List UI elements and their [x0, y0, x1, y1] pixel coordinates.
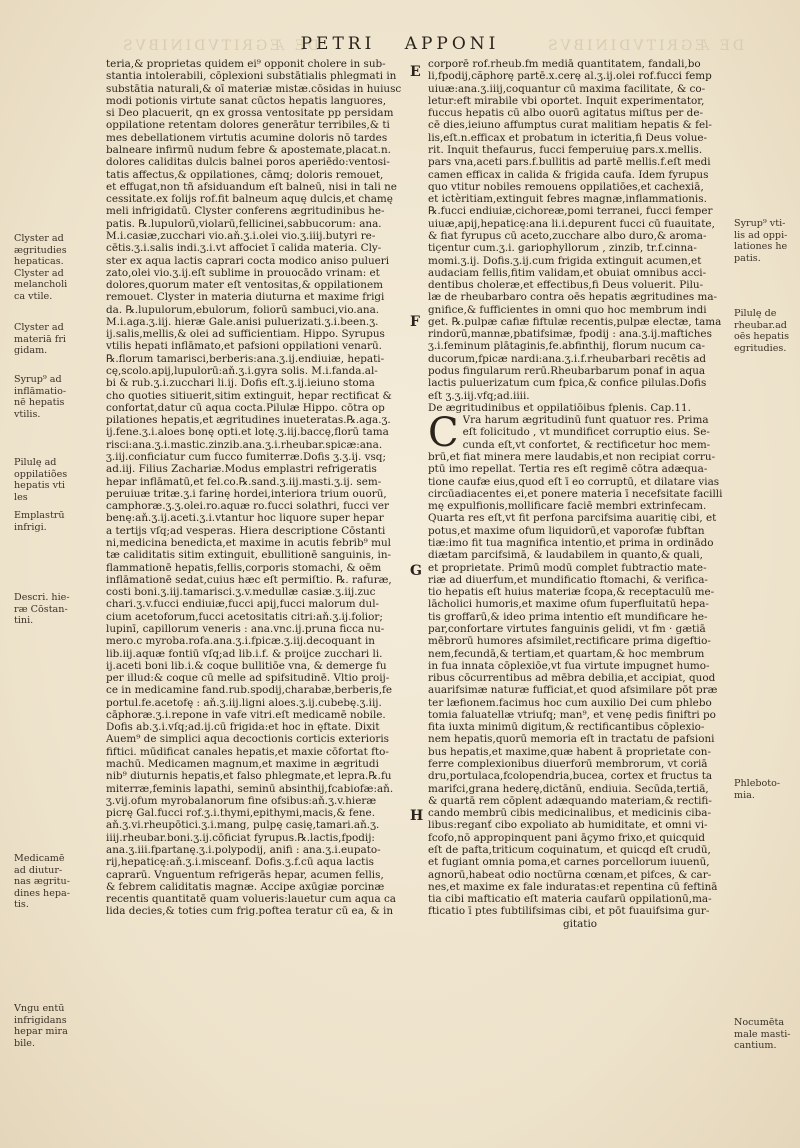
bleed-through-text: DE ÆGRITVDINIBVS — [120, 38, 320, 54]
text-line: cessitate.ex folijs rof.fit balneum aquę dulcis,et chamę — [106, 193, 393, 206]
text-line: brū,et fiat minera mere laudabis,et non recipiat corru- — [428, 451, 716, 463]
margin-note-right-2: Pilulę de rheubar.ad oēs hepatis egritudies. — [734, 308, 789, 354]
text-line: ducorum,fpicæ nardi:ana.ʒ.i.f.rheubarbari recētis ad — [428, 352, 707, 365]
text-line: marifci,grana hederę,dictānū, endiuia. Secūda,tertiā, — [428, 782, 709, 795]
text-line: ij.fene.ʒ.i.aloes bonę opti.et lotę.ʒ.iij.baccę,florū tama — [106, 426, 389, 439]
text-line: eſt de pafta,triticum coquinatum, et quicqd eſt crudū, — [428, 844, 711, 856]
text-line: recentis quantitatē quam volueris:lauetur cum aqua ca — [106, 893, 396, 906]
text-line: nes,et maxime ex fale induratas:et repentina cū feftinā — [428, 880, 718, 893]
text-line: si Deo placuerit, qn ex grossa ventositate pp persidam — [106, 107, 394, 120]
text-line: machū. Medicamen magnum,et maxime in ægritudi — [106, 758, 379, 771]
text-line: tio hepatis eſt huius materiæ fcopa,& receptaculū me- — [428, 586, 715, 599]
section-letter-e: E — [410, 64, 421, 80]
text-line: per illud:& coque cū melle ad spifsitudinē. Vltio proij- — [106, 672, 390, 685]
text-line: caprarū. Vnguentum refrigerās hepar, acumen fellis, — [106, 868, 384, 881]
text-line: ana.ʒ.iii.fpartanę.ʒ.i.polypodij, anifi : ana.ʒ.i.eupato- — [106, 844, 381, 856]
margin-note-left-2: Clyster ad materiā fri gidam. — [14, 322, 66, 357]
margin-note-left-4: Pilulę ad oppilatiões hepatis vti les — [14, 457, 68, 503]
text-line: Vra harum ægritudinū funt quatuor res. Prima — [462, 414, 709, 427]
text-line: lis,eſt.n.efficax et probatum in icteritia,fi Deus volue- — [428, 131, 708, 144]
text-line: camphoræ.ʒ.ʒ.olei.ro.aquæ ro.fucci solathri, fucci ver — [106, 500, 389, 513]
text-line: risci:ana.ʒ.i.mastic.zinzib.ana.ʒ.i.rheubar.spicæ:ana. — [106, 438, 383, 451]
text-line: riæ ad diuerfum,et mundificatio ftomachi, & verifica- — [428, 573, 708, 586]
text-line: eſt ʒ.ʒ.iij.vfq;ad.iiii. — [428, 389, 530, 402]
text-line: zato,olei vio.ʒ.ij.eſt sublime in prouocādo vrinam: et — [106, 266, 380, 279]
text-line: tione caufæ eius,quod eſt ī eo corruptū, et dilatare vias — [428, 475, 720, 488]
text-line: pars vna,aceti pars.f.bullitis ad partē mellis.f.eſt medi — [428, 156, 711, 169]
text-line: a tertijs vſq;ad vesperas. Hiera descriptione Cōstanti — [106, 524, 386, 537]
text-line: ad.iij. Filius Zachariæ.Modus emplastri refrigeratis — [106, 463, 377, 476]
margin-note-right-3: Phleboto- mia. — [734, 778, 781, 801]
text-line: iiij.rheubar.boni.ʒ.ij.cōficiat fyrupus.℞.lactis,fpodij: — [106, 831, 375, 844]
text-line: fuccus hepatis cū albo ouorū agitatus miſtus per de- — [428, 107, 703, 120]
text-line: et fugiant omnia poma,et carnes porcellorum iuuenū, — [428, 856, 710, 869]
text-line: & fiat fyrupus cū aceto,zucchare albo duro,& aroma- — [428, 229, 707, 242]
text-line: flammationē hepatis,fellis,corporis stomachi, & oēm — [106, 561, 382, 574]
text-line: aň.ʒ.vi.rheupōtici.ʒ.i.mang, pulpę casię,tamari.aň.ʒ. — [106, 819, 380, 832]
text-line: remouet. Clyster in materia diuturna et maxime frigi — [106, 291, 385, 304]
section-letter-f: F — [410, 314, 420, 330]
margin-note-left-7: Medicamē ad diutur- nas ægritu- dines hepa- tis. — [14, 853, 70, 911]
text-line: fita iuxta minimū digitum,& rectificantibus cōplexio- — [428, 721, 705, 734]
text-line: Quarta res eſt,vt fit perfona parcifsima auaritię cibi, et — [428, 512, 717, 525]
text-line: læ de rheubarbaro contra oēs hepatis ægritudines ma- — [428, 291, 718, 304]
text-line: fticatio ī ptes fubtilifsimas cibi, et pōt fuauifsima gur- — [428, 905, 710, 918]
text-line: get. ℞.pulpæ cafiæ fiftulæ recentis,pulpæ electæ, tama — [428, 315, 722, 328]
text-line: tiæ:imo fit tua magnifica intentio,et prima in ordinādo — [428, 536, 714, 549]
margin-note-right-1: Syrup⁹ vti- lis ad oppi- lationes he patis. — [734, 218, 788, 264]
text-line: potus,et maxime ofum liquidorū,et vaporofæ fubftan — [428, 524, 705, 537]
text-line: substātia naturali,& oī materiæ mistæ.cōsidas in huiusc — [106, 82, 402, 95]
section-letter-g: G — [410, 563, 422, 579]
text-line: benę:aň.ʒ.ij.aceti.ʒ.i.vtantur hoc liquore super hepar — [106, 512, 384, 525]
text-line: balneare infirmū nudum febre & apostemate,placat.n. — [106, 143, 391, 156]
text-line: et effugat,non tñ afsiduandum eſt balneū, nisi in tali ne — [106, 180, 397, 193]
text-line: gnifice,& fufficientes in omni quo hoc membrum indi — [428, 303, 707, 316]
text-line: mę expulfionis,mollificare faciē membri extrinfecam. — [428, 500, 707, 513]
text-line: momi.ʒ.ij. Dofis.ʒ.ij.cum frigida extinguit acumen,et — [428, 254, 702, 267]
text-line: uiuæ:ana.ʒ.iiij,coquantur cū maxima facilitate, & co- — [428, 82, 706, 95]
text-line: ij.salis,mellis,& olei ad sufficientiam. Hippo. Syrupus — [106, 328, 385, 341]
text-line: et proprietate. Primū modū complet fubtractio mate- — [428, 561, 707, 574]
text-line: lida decies,& toties cum frig.poftea teratur cū ea, & in — [106, 905, 394, 918]
text-line: ni,medicina benedicta,et maxime in acutis febrib⁹ mul — [106, 536, 391, 549]
right-text-part-a — [428, 58, 732, 402]
text-line: corporē rof.rheub.fm mediā quantitatem, fandali,bo — [428, 58, 701, 70]
text-line: Auem⁹ de simplici aqua decoctionis corticis exterioris — [106, 733, 389, 746]
margin-note-left-5: Emplastrū infrigi. — [14, 510, 65, 533]
text-line: stantia intolerabili, cōplexioni substātialis phlegmati in — [106, 70, 397, 83]
text-line: tis groffarū,& ideo prima intentio eſt mundificare he- — [428, 610, 708, 623]
text-line: uiuæ,apij,hepaticę:ana li.i.depurent fucci cū fuauitate, — [428, 217, 715, 230]
text-line: ribus cōcurrentibus ad mēbra debilia,et accipiat, quod — [428, 672, 716, 685]
text-line: costi boni.ʒ.iij.tamarisci.ʒ.v.medullæ casiæ.ʒ.iij.zuc — [106, 586, 376, 599]
drop-cap: C — [428, 410, 459, 457]
text-line: miterræ,feminis lapathi, seminū absinthij,fcabiofæ:aň. — [106, 782, 394, 795]
chapter-body — [428, 410, 732, 918]
text-line: tiçentur cum.ʒ.i. gariophyllorum , zinzib, tr.f.cinna- — [428, 242, 697, 255]
text-line: chari.ʒ.v.fucci endiuiæ,fucci apij,fucci malorum dul- — [106, 598, 380, 611]
text-line: bi & rub.ʒ.i.zucchari li.ij. Dofis eſt.ʒ.ij.ieiuno stoma — [106, 377, 375, 390]
text-line: teria,& proprietas quidem ei⁹ opponit cholere in sub- — [106, 58, 386, 70]
section-letter-h: H — [410, 808, 424, 824]
text-line: lācholici humoris,et maxime ofum fuperfluitatū hepa- — [428, 598, 709, 611]
margin-note-left-3: Syrup⁹ ad inflāmatio- nē hepatis vtilis. — [14, 374, 67, 420]
text-line: confortat,datur cū aqua cocta.Pilulæ Hippo. cōtra op — [106, 401, 385, 414]
text-line: & quartā rem cōplent adæquando materiam,& rectifi- — [428, 794, 712, 807]
text-line: ℞.fucci endiuiæ,cichoreæ,pomi terranei, fucci femper — [428, 205, 713, 218]
text-line: cando membrū cibis medicinalibus, et medicinis ciba- — [428, 807, 711, 820]
text-line: ʒ.iij.conficiatur cum fucco fumiterræ.Dofis ʒ.ʒ.ij. vsq; — [106, 451, 386, 463]
text-line: vtilis hepati inflāmato,et pafsioni oppilationi venarū. — [106, 340, 382, 353]
text-line: fcofo,nō appropinquent pani āçymo frixo,et quicquid — [428, 831, 706, 844]
text-line: cē dies,ieiuno affumptus curat malitiam hepatis & fel- — [428, 119, 712, 132]
text-line: podus fingularum rerū.Rheubarbarum ponaf in aqua — [428, 365, 706, 378]
text-line: peruiuæ tritæ.ʒ.i farinę hordei,interiora trium ouorū, — [106, 487, 387, 500]
text-line: cunda eſt,vt confortet, & rectificetur hoc mem- — [462, 438, 711, 451]
margin-note-left-6: Descri. hie- ræ Cōstan- tini. — [14, 592, 70, 627]
text-line: mes debellationem virtutis acumine doloris nō tardes — [106, 131, 388, 144]
text-line: dru,portulaca,fcolopendria,bucea, cortex et fructus ta — [428, 770, 713, 783]
text-line: et ictèritiam,extinguit febres magnæ,inflammationis. — [428, 193, 707, 206]
text-line: tomia faluatellæ vtriufq; man⁹, et venę pedis finiftri po — [428, 708, 716, 721]
text-line: auarifsimæ naturæ fufficiat,et quod afsimilare pōt præ — [428, 684, 718, 697]
running-header — [0, 34, 800, 54]
text-line: cium acetoforum,fucci acetositatis citri:aň.ʒ.ij.folior; — [106, 610, 383, 623]
text-line: rij,hepaticę:aň.ʒ.i.misceanf. Dofis.ʒ.f.cū aqua lactis — [106, 856, 375, 869]
text-line: ter læfionem.facimus hoc cum auxilio Dei cum phlebo — [428, 696, 712, 709]
text-line: rit. Inquit thefaurus, fucci femperuiuę pars.x.mellis. — [428, 143, 703, 156]
text-line: lactis puluerizatum cum fpica,& confice pilulas.Dofis — [428, 377, 707, 390]
text-line: par,confortare virtutes fanguinis gelidi, vt fm · gætiā — [428, 622, 706, 635]
text-line: tia cibi mafticatio eſt materia caufarū oppilationū,ma- — [428, 893, 712, 906]
text-line: nem,fecundā,& tertiam,et quartam,& hoc membrum — [428, 647, 705, 660]
text-line: oppilatione retentam dolores generātur terribiles,& ti — [106, 119, 390, 132]
right-text-part-b — [428, 410, 732, 918]
margin-note-left-8: Vngu entū infrigidans hepar mira bile. — [14, 1003, 68, 1049]
margin-note-left-1: Clyster ad ægritudies hepaticas. Clyster ad melancholi ca vtile. — [14, 233, 68, 302]
text-line: dolores caliditas dulcis balnei poros aperiēdo:ventosi- — [106, 156, 390, 169]
text-line: rindorū,mannæ,pbatifsimæ, fpodij : ana.ʒ.ij.maftiches — [428, 328, 712, 341]
text-line: patis. ℞.lupulorū,violarū,fellicinei,sabbucorum: ana. — [106, 217, 382, 230]
text-line: mēbrorū humores afsimilet,rectificare prima digeftio- — [428, 635, 711, 648]
text-line: diætam parcifsimā, & laudabilem in quanto,& quali, — [428, 549, 703, 562]
text-line: cę,scolo.apij,lupulorū:aň.ʒ.i.gyra solis. M.i.fanda.al- — [106, 365, 378, 378]
text-line: dolores,quorum mater eſt ventositas,& oppilationem — [106, 279, 383, 292]
text-line: ferre complexionibus diuerforū membrorum, vt coriā — [428, 758, 708, 771]
text-line: ster ex aqua lactis caprari cocta modico aniso pulueri — [106, 254, 390, 267]
text-line: lib.iij.aquæ fontiū vſq;ad lib.i.f. & proijce zucchari li. — [106, 647, 383, 660]
bleed-through-text: DE ÆGRITVDINIBVS — [545, 38, 745, 54]
text-line: mero.c myroba.rofa.ana.ʒ.i.fpicæ.ʒ.iij.decoquant in — [106, 635, 375, 648]
text-line: eſt folicitudo , vt mundificet corruptio eius. Se- — [462, 426, 710, 439]
text-line: lupinī, capillorum veneris : ana.vnc.ij.pruna ficca nu- — [106, 622, 385, 635]
text-line: tæ caliditatis sitim extinguit, ebullitionē sanguinis, in- — [106, 549, 392, 562]
text-line: agnorū,habeat odio noctūrna cœnam,et pifces, & car- — [428, 868, 712, 881]
closing-word: gitatio — [562, 917, 598, 930]
text-line: M.i.casiæ,zucchari vio.aň.ʒ.i.olei vio.ʒ.iiij.butyri re- — [106, 229, 376, 242]
header-right: APPONI — [404, 34, 500, 54]
text-line: modi potionis virtute sanat cūctos hepatis languores, — [106, 94, 387, 107]
text-line: libus:reganť cibo expoliato ab humiditate, et omni vi- — [428, 819, 708, 832]
text-line: audaciam fellis,fitim validam,et obuiat omnibus acci- — [428, 266, 707, 279]
text-line: bus hepatis,et maxime,quæ habent ā proprietate con- — [428, 745, 711, 758]
text-line: quo vtitur nobiles remouens oppilatiōes,et cachexiā, — [428, 180, 704, 193]
text-line: nib⁹ diuturnis hepatis,et falso phlegmate,et lepra.℞.fu — [106, 770, 392, 783]
margin-note-right-4: Nocumēta male masti- cantium. — [734, 1017, 791, 1052]
text-line: fiftici. mūdificat canales hepatis,et maxie cōfortat fto- — [106, 745, 389, 758]
text-line: inflāmationē sedat,cuius hæc eſt permiſtio. ℞. rafuræ, — [106, 573, 392, 586]
left-text-column — [106, 58, 402, 918]
text-line: pilationes hepatis,et ægritudines inueteratas.℞.aga.ʒ. — [106, 414, 391, 427]
header-left: PETRI — [300, 34, 376, 54]
text-line: cāphoræ.ʒ.i.repone in vafe vitri.eſt medicamē nobile. — [106, 708, 386, 721]
right-text-column — [428, 58, 732, 930]
text-line: in fua innata cōplexiōe,vt fua virtute impugnet humo- — [428, 659, 710, 672]
text-line: ʒ.i.feminum plātaginis,fe.abfinthij, florum nucum ca- — [428, 340, 706, 353]
text-line: hepar inflāmatū,et fel.co.℞.sand.ʒ.iij.masti.ʒ.ij. sem- — [106, 475, 382, 488]
text-line: camen efficax in calida & frigida caufa. Idem fyrupus — [428, 168, 709, 181]
text-line: cētis.ʒ.i.salis indi.ʒ.i.vt affociet ī calida materia. Cly- — [106, 242, 382, 255]
text-line: tatis affectus,& oppilationes, cāmq; doloris remouet, — [106, 168, 384, 181]
text-line: nem hepatis,quorū memoria eſt in tractatu de pafsioni — [428, 733, 715, 746]
text-line: & febrem caliditatis magnæ. Accipe axūgiæ porcinæ — [106, 880, 385, 893]
text-line: ij.aceti boni lib.i.& coque bullitiōe vna, & demerge fu — [106, 659, 387, 672]
text-line: letur:eft mirabile vbi oportet. Inquit experimentator, — [428, 94, 705, 107]
chapter-heading: De ægritudinibus et oppilatiōibus fplenis. Cap.11. — [428, 401, 691, 414]
text-line: portul.fe.acetofę : aň.ʒ.iij.ligni aloes.ʒ.ij.cubebę.ʒ.iij. — [106, 696, 382, 709]
text-line: li,fpodij,căphorę partē.x.cerę al.ʒ.ij.olei rof.fucci femp — [428, 70, 712, 83]
text-line: ʒ.vij.ofum myrobalanorum fine ofsibus:aň.ʒ.v.hieræ — [106, 794, 377, 807]
text-line: circūadiacentes ei,et ponere materia ī necefsitate facilli — [428, 487, 723, 500]
text-line: ce in medicamine fand.rub.spodij,charabæ,berberis,fe — [106, 684, 393, 697]
text-line: Dofis ab.ʒ.i.vſq;ad.ij.cū frigida:et hoc in ęftate. Dixit — [106, 721, 380, 734]
text-line: M.i.aga.ʒ.iij. hieræ Gale.anisi puluerizati.ʒ.i.been.ʒ. — [106, 315, 379, 328]
text-line: ℞.florum tamarisci,berberis:ana.ʒ.ij.endiuiæ, hepati- — [106, 352, 385, 365]
text-line: ptū imo repellat. Tertia res eſt regimē cōtra adæqua- — [428, 463, 708, 476]
text-line: picrę Gal.fucci rof.ʒ.i.thymi,epithymi,macis,& fene. — [106, 807, 376, 820]
text-line: dentibus choleræ,et effectibus,fi Deus voluerit. Pilu- — [428, 279, 704, 292]
text-line: da. ℞.lupulorum,ebulorum, foliorū sambuci,vio.ana. — [106, 303, 380, 316]
text-line: meli infrigidatū. Clyster conferens ægritudinibus he- — [106, 205, 385, 218]
text-line: cho quoties sitiuerit,sitim extinguit, hepar rectificat & — [106, 389, 392, 402]
